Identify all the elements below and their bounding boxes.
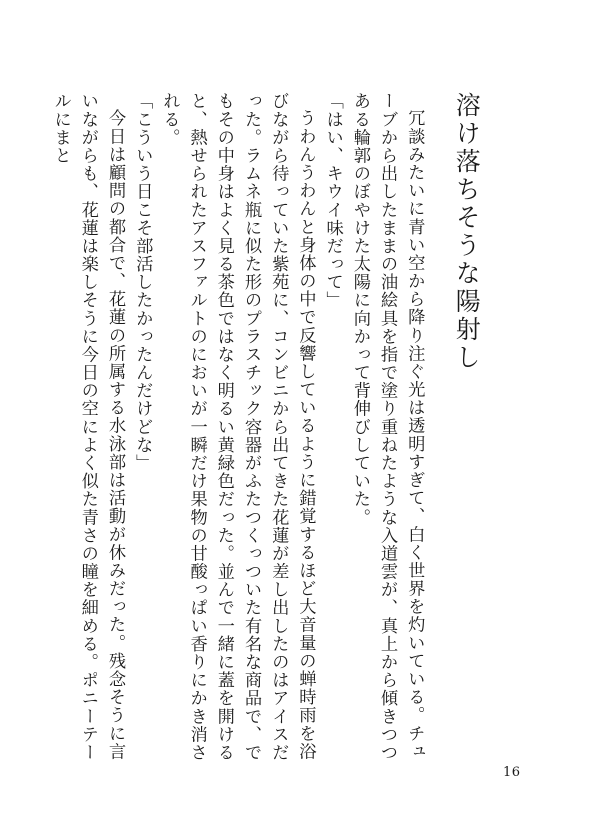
- chapter-title: 溶け落ちそうな陽射し: [452, 92, 482, 372]
- paragraph-4-dialogue: 「こういう日こそ部活したかったんだけどな」: [132, 92, 153, 472]
- vertical-text-block: [46, 92, 500, 762]
- paragraph-2-dialogue: 「はい、キウイ味だって」: [322, 92, 343, 310]
- paragraph-1: 冗談みたいに青い空から降り注ぐ光は透明すぎて、白く世界を灼いている。チューブから出したままの油絵具を指で塗り重ねたような入道雲が、真上から傾きつつある輪郭のぼやけた太陽に向かって背伸びしていた。: [349, 92, 425, 762]
- page-number: 16: [503, 765, 521, 780]
- paragraph-3: うわんうわんと身体の中で反響しているように錯覚するほど大音量の蝉時雨を浴びながら待っていた紫苑に、コンビニから出てきた花蓮が差し出したのはアイスだった。ラムネ瓶に似た形のプラスチック容器がふたつくっついた有名な商品で、でもその中身はよく見る茶色ではなく明るい黄緑色だった。並んで一緒に蓋を開けると、熱せられたアスファルトのにおいが一瞬だけ果物の甘酸っぱい香りにかき消される。: [159, 92, 316, 762]
- paragraph-5: 今日は顧問の都合で、花蓮の所属する水泳部は活動が休みだった。残念そうに言いながらも、花蓮は楽しそうに今日の空によく似た青さの瞳を細める。ポニーテールにまと: [50, 92, 126, 762]
